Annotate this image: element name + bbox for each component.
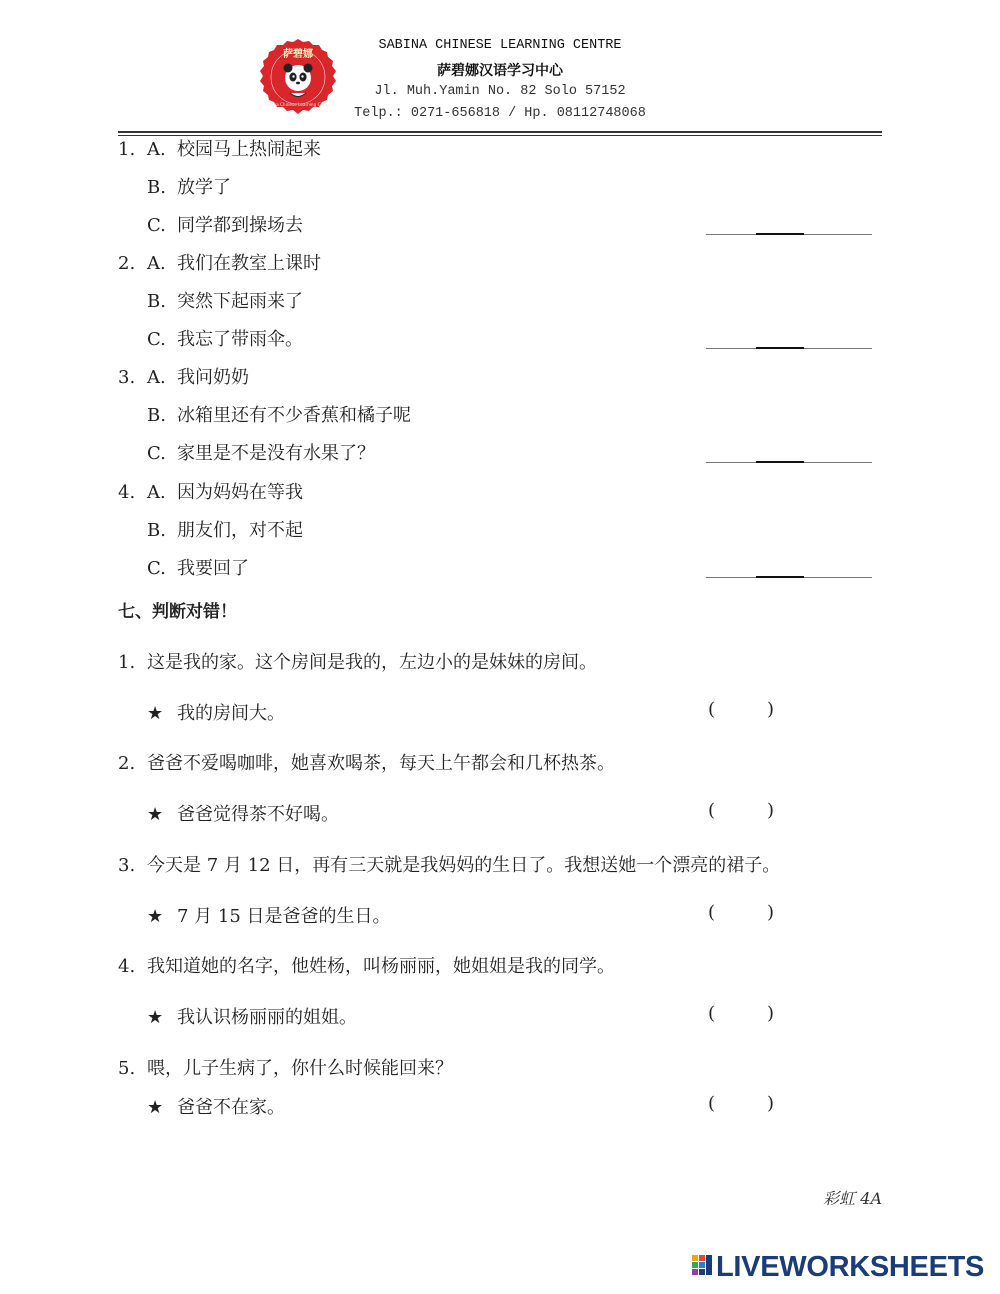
option-text: 家里是不是没有水果了？ <box>177 443 375 464</box>
option-label: A. <box>147 139 166 160</box>
option-label: A. <box>147 253 166 274</box>
question-text: 这是我的家。这个房间是我的，左边小的是妹妹的房间。 <box>147 652 597 673</box>
tf-q5-answer[interactable]: ( ) <box>708 1093 774 1114</box>
order-q3-b <box>0 405 1000 427</box>
question-number: 2. <box>118 253 136 274</box>
tf-q2-statement <box>147 800 339 826</box>
option-label: B. <box>147 291 166 312</box>
option-label: B. <box>147 520 166 541</box>
option-text: 冰箱里还有不少香蕉和橘子呢 <box>177 405 411 426</box>
option-label: C. <box>147 329 166 350</box>
question-text: 我知道她的名字，他姓杨，叫杨丽丽，她姐姐是我的同学。 <box>147 956 615 977</box>
liveworksheets-icon <box>692 1255 714 1281</box>
option-label: C. <box>147 558 166 579</box>
option-label: A. <box>147 482 166 503</box>
option-text: 我们在教室上课时 <box>177 253 321 274</box>
option-text: 我问奶奶 <box>177 367 249 388</box>
option-text: 同学都到操场去 <box>177 215 303 236</box>
star-icon: ★ <box>147 804 164 825</box>
order-q1-b <box>0 177 1000 199</box>
option-text: 我忘了带雨伞。 <box>177 329 303 350</box>
statement-text: 我的房间大。 <box>177 703 285 724</box>
statement-text: 爸爸不在家。 <box>177 1097 285 1118</box>
statement-text: 爸爸觉得茶不好喝。 <box>177 804 339 825</box>
option-label: C. <box>147 215 166 236</box>
answer-blank-q3[interactable] <box>706 449 872 463</box>
option-text: 我要回了 <box>177 558 249 579</box>
school-name-cn: 萨碧娜汉语学习中心 <box>437 63 563 79</box>
tf-q4-text <box>118 952 615 978</box>
star-icon: ★ <box>147 1007 164 1028</box>
tf-q4-answer[interactable]: ( ) <box>708 1003 774 1024</box>
statement-text: 我认识杨丽丽的姐姐。 <box>177 1007 357 1028</box>
order-q1-a <box>0 139 1000 161</box>
star-icon: ★ <box>147 703 164 724</box>
order-q4-a <box>0 482 1000 504</box>
tf-q1-text <box>118 648 597 674</box>
answer-blank-q4[interactable] <box>706 564 872 578</box>
answer-blank-q2[interactable] <box>706 335 872 349</box>
question-number: 5. <box>118 1058 136 1079</box>
order-q2-a <box>0 253 1000 275</box>
school-name-en: SABINA CHINESE LEARNING CENTRE <box>378 38 622 53</box>
option-text: 突然下起雨来了 <box>177 291 303 312</box>
logo-text: 萨碧娜 <box>283 49 313 60</box>
tf-q5-text <box>118 1054 453 1080</box>
answer-blank-q1[interactable] <box>706 221 872 235</box>
question-number: 2. <box>118 753 136 774</box>
question-number: 1. <box>118 652 136 673</box>
school-phone: Telp.: 0271-656818 / Hp. 08112748068 <box>354 106 646 121</box>
question-number: 3. <box>118 855 136 876</box>
liveworksheets-brand: LIVEWORKSHEETS <box>716 1251 985 1283</box>
star-icon: ★ <box>147 906 164 927</box>
star-icon: ★ <box>147 1097 164 1118</box>
question-text: 喂，儿子生病了，你什么时候能回来？ <box>147 1058 453 1079</box>
tf-q3-answer[interactable]: ( ) <box>708 902 774 923</box>
question-text: 今天是 7 月 12 日，再有三天就是我妈妈的生日了。我想送她一个漂亮的裙子。 <box>147 855 781 876</box>
option-text: 因为妈妈在等我 <box>177 482 303 503</box>
question-number: 3. <box>118 367 136 388</box>
option-label: C. <box>147 443 166 464</box>
book-label: 彩虹 4A <box>823 1189 882 1208</box>
option-label: B. <box>147 405 166 426</box>
option-label: B. <box>147 177 166 198</box>
question-number: 4. <box>118 956 136 977</box>
order-q2-b <box>0 291 1000 313</box>
option-label: A. <box>147 367 166 388</box>
order-q3-a <box>0 367 1000 389</box>
header-rule-thin <box>118 135 882 136</box>
school-address: Jl. Muh.Yamin No. 82 Solo 57152 <box>374 84 626 99</box>
tf-q1-answer[interactable]: ( ) <box>708 699 774 720</box>
logo-ring-text: Sabina Chinese Learning Centre <box>264 102 332 107</box>
order-q4-b <box>0 520 1000 542</box>
tf-q3-text <box>118 851 780 877</box>
option-text: 放学了 <box>177 177 231 198</box>
tf-q1-statement <box>147 699 285 725</box>
option-text: 校园马上热闹起来 <box>177 139 321 160</box>
section-7-title: 七、判断对错！ <box>118 602 237 622</box>
option-text: 朋友们，对不起 <box>177 520 303 541</box>
header-rule <box>118 131 882 133</box>
question-number: 1. <box>118 139 136 160</box>
question-text: 爸爸不爱喝咖啡，她喜欢喝茶，每天上午都会和几杯热茶。 <box>147 753 615 774</box>
tf-q4-statement <box>147 1003 357 1029</box>
question-number: 4. <box>118 482 136 503</box>
tf-q3-statement <box>147 902 391 928</box>
statement-text: 7 月 15 日是爸爸的生日。 <box>177 906 391 927</box>
tf-q5-statement <box>147 1093 285 1119</box>
tf-q2-answer[interactable]: ( ) <box>708 800 774 821</box>
tf-q2-text <box>118 749 615 775</box>
